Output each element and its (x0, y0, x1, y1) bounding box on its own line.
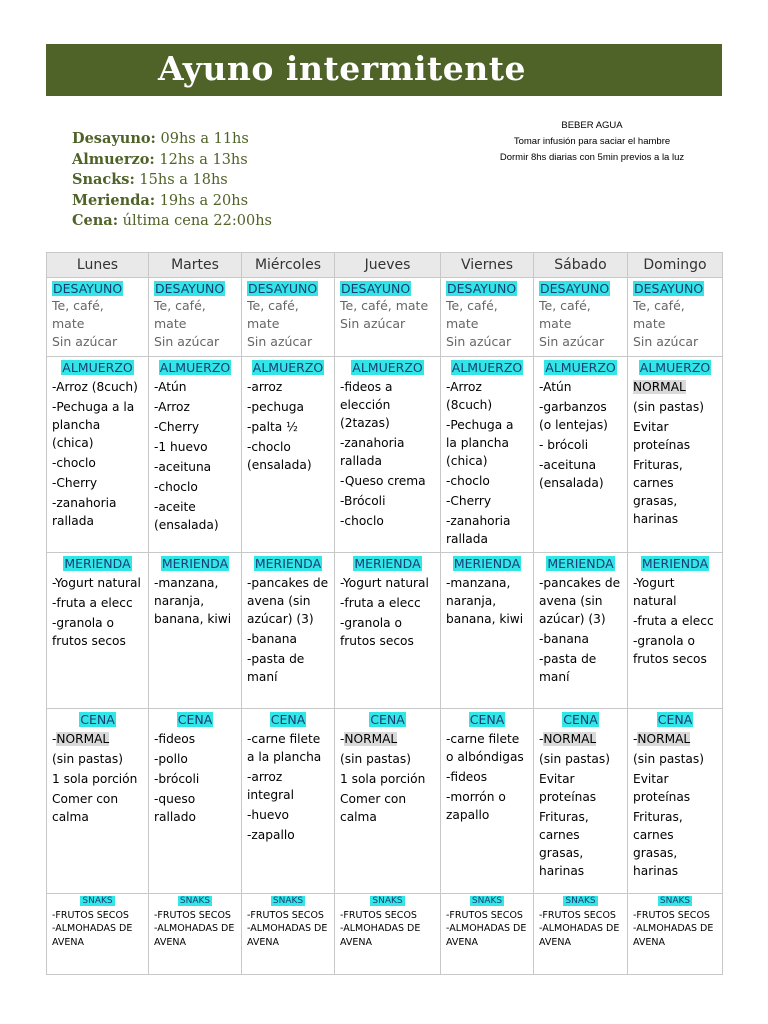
almuerzo-item: -Pechuga a la plancha (chica) (52, 400, 135, 451)
day-header: Viernes (441, 253, 534, 278)
cena-item: (sin pastas) (52, 752, 123, 767)
desayuno-item: Te, café, (154, 298, 206, 313)
meal-label-text: CENA (177, 712, 213, 728)
snaks-item: -ALMOHADAS DE AVENA (154, 923, 235, 948)
cena-item: -zapallo (247, 828, 295, 843)
cena-item: Evitar proteínas (539, 772, 597, 805)
desayuno-cell (534, 278, 628, 357)
meal-label (340, 556, 435, 572)
meal-label (247, 556, 329, 572)
cena-items (539, 730, 622, 880)
meal-label-text: ALMUERZO (639, 360, 711, 376)
meal-label (539, 895, 622, 907)
snaks-cell (149, 893, 242, 975)
almuerzo-item: -Arroz (8cuch) (446, 380, 493, 413)
merienda-item: -manzana, naranja, banana, kiwi (154, 575, 232, 626)
cena-item: -NORMAL (633, 732, 691, 747)
almuerzo-cell (534, 357, 628, 552)
cena-item: Frituras, carnes grasas, harinas (539, 810, 589, 879)
meal-label-text: CENA (563, 712, 598, 728)
meal-label (633, 895, 717, 907)
snaks-item: -ALMOHADAS DE AVENA (539, 923, 620, 948)
meal-label-text: DESAYUNO (341, 281, 411, 296)
merienda-cell (47, 552, 149, 709)
meal-label (340, 281, 435, 297)
schedule-row: Merienda: 19hs a 20hs (72, 191, 249, 209)
weekly-plan-table (46, 252, 723, 975)
meal-label (633, 712, 717, 728)
meal-label-text: ALMUERZO (252, 360, 324, 376)
almuerzo-item: -garbanzos (o lentejas) (539, 400, 608, 433)
cena-item: -pollo (154, 752, 188, 767)
merienda-item: -pancakes de avena (sin azúcar) (3) (539, 575, 621, 626)
cena-items (633, 730, 717, 880)
desayuno-cell (149, 278, 242, 357)
page-title: Ayuno intermitente (158, 49, 527, 88)
merienda-item: -banana (539, 631, 589, 646)
almuerzo-cell (47, 357, 149, 552)
almuerzo-items (539, 378, 622, 492)
cena-cell (534, 709, 628, 893)
almuerzo-item: -choclo (52, 456, 96, 471)
almuerzo-item: -Arroz (8cuch) (52, 380, 138, 395)
desayuno-item: Te, café, (52, 298, 104, 313)
cena-items (52, 730, 143, 826)
desayuno-item: Sin azúcar (446, 334, 512, 349)
cena-item: -fideos (154, 732, 196, 747)
almuerzo-item: -Pechuga a la plancha (chica) (446, 418, 514, 469)
snaks-item: -ALMOHADAS DE AVENA (340, 923, 421, 948)
meal-label-text: CENA (270, 712, 306, 728)
merienda-cell (441, 552, 534, 709)
merienda-item: -fruta a elecc (52, 595, 133, 610)
note-line: BEBER AGUA (561, 120, 623, 131)
almuerzo-cell (441, 357, 534, 552)
almuerzo-cell (628, 357, 723, 552)
normal-highlight: NORMAL (633, 380, 686, 395)
meal-label-text: DESAYUNO (540, 281, 610, 296)
meal-label (539, 281, 622, 297)
cena-item: -carne filete a la plancha (247, 732, 322, 765)
almuerzo-item: -Cherry (154, 420, 200, 435)
cena-items (446, 730, 528, 824)
desayuno-item: Te, café, (539, 298, 591, 313)
merienda-cell (242, 552, 335, 709)
almuerzo-item: -fideos a elección (2tazas) (340, 380, 393, 431)
cena-item: 1 sola porción (52, 772, 138, 787)
snaks-items (52, 909, 143, 950)
meal-label-text: SNAKS (372, 895, 403, 906)
snaks-cell (534, 893, 628, 975)
cena-item: -NORMAL (539, 732, 597, 747)
normal-highlight: NORMAL (344, 732, 398, 747)
meal-label (446, 712, 528, 728)
merienda-items (154, 574, 236, 628)
almuerzo-item: -Queso crema (340, 474, 426, 489)
meal-label-text: SNAKS (82, 895, 113, 906)
snaks-items (446, 909, 528, 950)
snaks-item: -FRUTOS SECOS (52, 909, 129, 921)
desayuno-items (633, 297, 717, 351)
almuerzo-item: -Cherry (52, 476, 98, 491)
meal-label-text: ALMUERZO (159, 360, 231, 376)
desayuno-items (340, 297, 435, 333)
meal-label-text: SNAKS (272, 895, 304, 906)
almuerzo-cell (242, 357, 335, 552)
almuerzo-item: (sin pastas) (633, 400, 704, 415)
desayuno-items (247, 297, 329, 351)
meal-label (247, 281, 329, 297)
almuerzo-cell (335, 357, 441, 552)
merienda-cell (335, 552, 441, 709)
merienda-items (52, 574, 143, 650)
day-header: Sábado (534, 253, 628, 278)
meal-label-text: CENA (469, 712, 505, 728)
meal-label-text: MERIENDA (254, 555, 322, 571)
merienda-items (539, 574, 622, 686)
snaks-cell (335, 893, 441, 975)
meal-schedule (72, 129, 402, 232)
desayuno-items (52, 297, 143, 351)
cena-item: Comer con calma (52, 792, 119, 825)
meal-label-text: DESAYUNO (53, 281, 123, 296)
desayuno-item: Sin azúcar (633, 334, 699, 349)
cena-cell (628, 709, 723, 893)
desayuno-cell (47, 278, 149, 357)
cena-item: -arroz integral (247, 770, 294, 803)
desayuno-item: mate (446, 316, 479, 331)
meal-label (340, 712, 435, 728)
merienda-item: -granola o frutos secos (340, 615, 414, 648)
almuerzo-item: Frituras, carnes grasas, harinas (633, 458, 683, 527)
schedule-row: Desayuno: 09hs a 11hs (72, 130, 249, 147)
meal-label-text: SNAKS (471, 895, 503, 906)
snaks-items (340, 909, 435, 950)
meal-label (340, 360, 435, 376)
cena-item: -brócoli (154, 772, 200, 787)
snaks-item: -FRUTOS SECOS (340, 909, 417, 921)
meal-label (52, 712, 143, 728)
day-header: Lunes (47, 253, 149, 278)
meal-label (539, 712, 622, 728)
desayuno-item: Sin azúcar (539, 334, 605, 349)
almuerzo-item: -zanahoria rallada (340, 436, 405, 469)
cena-cell (242, 709, 335, 893)
snaks-item: -FRUTOS SECOS (446, 909, 523, 921)
cena-item: -queso rallado (154, 792, 196, 825)
meal-label (247, 712, 329, 728)
note-line: Tomar infusión para saciar el hambre (513, 136, 671, 147)
snaks-items (247, 909, 329, 950)
cena-item: Comer con calma (340, 792, 407, 825)
meal-label-text: DESAYUNO (248, 281, 318, 296)
meal-label (633, 360, 717, 376)
meal-label (154, 556, 236, 572)
cena-item: Evitar proteínas (633, 772, 691, 805)
meal-label (633, 281, 717, 297)
snaks-item: -FRUTOS SECOS (154, 909, 231, 921)
almuerzo-item: -1 huevo (154, 440, 208, 455)
cena-items (247, 730, 329, 844)
normal-highlight: NORMAL (56, 732, 110, 747)
almuerzo-item: -aceituna (154, 460, 212, 475)
almuerzo-item: -choclo (154, 480, 198, 495)
almuerzo-item: -arroz (247, 380, 283, 395)
snaks-cell (628, 893, 723, 975)
meal-label (52, 360, 143, 376)
almuerzo-item: -aceite (ensalada) (154, 500, 219, 533)
cena-item: -NORMAL (340, 732, 398, 747)
meal-label-text: MERIENDA (453, 555, 521, 571)
meal-label-text: DESAYUNO (447, 281, 517, 296)
almuerzo-items (247, 378, 329, 474)
meal-label-text: ALMUERZO (352, 360, 423, 376)
cena-item: -NORMAL (52, 732, 110, 747)
meal-label-text: MERIENDA (354, 555, 421, 571)
desayuno-items (539, 297, 622, 351)
note-line: Dormir 8hs diarias con 5min previos a la luz (499, 152, 685, 163)
desayuno-item: Sin azúcar (340, 316, 406, 331)
cena-cell (47, 709, 149, 893)
desayuno-item: mate (154, 316, 187, 331)
desayuno-cell (441, 278, 534, 357)
cena-item: Frituras, carnes grasas, harinas (633, 810, 683, 879)
desayuno-item: mate (247, 316, 280, 331)
meal-label-text: MERIENDA (161, 555, 229, 571)
almuerzo-item: -Cherry (446, 494, 492, 509)
cena-cell (335, 709, 441, 893)
meal-label-text: CENA (80, 712, 115, 728)
cena-items (340, 730, 435, 826)
schedule-row: Cena: última cena 22:00hs (72, 212, 272, 229)
merienda-item: -Yogurt natural (633, 575, 677, 608)
merienda-cell (628, 552, 723, 709)
meal-label (340, 895, 435, 907)
snaks-item: -FRUTOS SECOS (633, 909, 710, 921)
snaks-item: -FRUTOS SECOS (247, 909, 324, 921)
almuerzo-item: -Brócoli (340, 494, 386, 509)
almuerzo-item: -aceituna (ensalada) (539, 458, 604, 491)
merienda-item: -fruta a elecc (633, 613, 714, 628)
meal-label (247, 360, 329, 376)
meal-label-text: DESAYUNO (634, 281, 704, 296)
meal-label (633, 556, 717, 572)
notes-block (470, 118, 714, 166)
title-banner (46, 44, 722, 96)
merienda-item: -fruta a elecc (340, 595, 421, 610)
desayuno-item: Te, café, mate (340, 298, 429, 313)
almuerzo-item: -pechuga (247, 400, 304, 415)
meal-label-text: ALMUERZO (545, 360, 616, 376)
almuerzo-item: -choclo (446, 474, 490, 489)
normal-highlight: NORMAL (543, 732, 597, 747)
meal-label-text: ALMUERZO (62, 360, 133, 376)
desayuno-item: Te, café, (446, 298, 498, 313)
desayuno-item: Te, café, (247, 298, 299, 313)
merienda-item: -banana (247, 631, 297, 646)
almuerzo-item: -Arroz (154, 400, 190, 415)
meal-label (154, 281, 236, 297)
merienda-item: -granola o frutos secos (633, 633, 707, 666)
day-header: Martes (149, 253, 242, 278)
desayuno-cell (335, 278, 441, 357)
meal-label-text: DESAYUNO (155, 281, 225, 296)
desayuno-item: Sin azúcar (52, 334, 118, 349)
meal-label (446, 281, 528, 297)
desayuno-items (154, 297, 236, 351)
almuerzo-cell (149, 357, 242, 552)
snaks-item: -ALMOHADAS DE AVENA (247, 923, 328, 948)
almuerzo-items (340, 378, 435, 530)
snaks-cell (242, 893, 335, 975)
desayuno-cell (242, 278, 335, 357)
almuerzo-items (52, 378, 143, 530)
desayuno-cell (628, 278, 723, 357)
meal-label (52, 556, 143, 572)
cena-cell (441, 709, 534, 893)
almuerzo-item: -Atún (539, 380, 572, 395)
cena-item: -fideos (446, 770, 488, 785)
almuerzo-item: -zanahoria rallada (52, 496, 117, 529)
meal-label-text: CENA (657, 712, 693, 728)
schedule-row: Snacks: 15hs a 18hs (72, 171, 228, 188)
meal-label (52, 895, 143, 907)
merienda-items (446, 574, 528, 628)
desayuno-item: mate (633, 316, 666, 331)
day-header: Domingo (628, 253, 723, 278)
merienda-items (633, 574, 717, 668)
meal-label-text: ALMUERZO (451, 360, 523, 376)
cena-item: (sin pastas) (633, 752, 704, 767)
meal-label (539, 556, 622, 572)
desayuno-item: mate (52, 316, 85, 331)
meal-label (154, 360, 236, 376)
almuerzo-item: -choclo (ensalada) (247, 440, 312, 473)
snaks-cell (47, 893, 149, 975)
meal-label-text: SNAKS (565, 895, 596, 906)
cena-item: -morrón o zapallo (446, 790, 506, 823)
almuerzo-item: - brócoli (539, 438, 589, 453)
merienda-item: -manzana, naranja, banana, kiwi (446, 575, 524, 626)
merienda-item: -pancakes de avena (sin azúcar) (3) (247, 575, 329, 626)
meal-label (539, 360, 622, 376)
meal-label-text: MERIENDA (64, 555, 131, 571)
meal-label-text: SNAKS (659, 895, 691, 906)
desayuno-items (446, 297, 528, 351)
meal-label (446, 895, 528, 907)
day-header: Jueves (335, 253, 441, 278)
cena-item: (sin pastas) (340, 752, 411, 767)
schedule-row: Almuerzo: 12hs a 13hs (72, 150, 248, 168)
meal-label (154, 712, 236, 728)
cena-item: -carne filete o albóndigas (446, 732, 524, 765)
almuerzo-items (633, 378, 717, 528)
desayuno-item: Te, café, (633, 298, 685, 313)
merienda-cell (534, 552, 628, 709)
merienda-item: -pasta de maní (539, 651, 597, 684)
merienda-items (247, 574, 329, 686)
merienda-cell (149, 552, 242, 709)
cena-item: -huevo (247, 808, 290, 823)
cena-item: 1 sola porción (340, 772, 426, 787)
snaks-item: -ALMOHADAS DE AVENA (633, 923, 714, 948)
cena-items (154, 730, 236, 826)
merienda-items (340, 574, 435, 650)
normal-highlight: NORMAL (637, 732, 691, 747)
almuerzo-item: -Atún (154, 380, 187, 395)
desayuno-item: mate (539, 316, 572, 331)
merienda-item: -granola o frutos secos (52, 615, 126, 648)
meal-label-text: CENA (370, 712, 405, 728)
almuerzo-item: -choclo (340, 514, 384, 529)
desayuno-item: Sin azúcar (154, 334, 220, 349)
almuerzo-item (633, 378, 717, 396)
snaks-cell (441, 893, 534, 975)
almuerzo-item: Evitar proteínas (633, 420, 691, 453)
almuerzo-items (154, 378, 236, 534)
meal-label (52, 281, 143, 297)
merienda-item: -pasta de maní (247, 651, 305, 684)
meal-label-text: MERIENDA (547, 555, 614, 571)
almuerzo-item: -palta ½ (247, 420, 298, 435)
meal-label (247, 895, 329, 907)
meal-label (154, 895, 236, 907)
cena-cell (149, 709, 242, 893)
meal-label-text: SNAKS (179, 895, 211, 906)
snaks-item: -FRUTOS SECOS (539, 909, 616, 921)
day-header: Miércoles (242, 253, 335, 278)
snaks-item: -ALMOHADAS DE AVENA (446, 923, 527, 948)
meal-label-text: MERIENDA (641, 555, 709, 571)
cena-item: (sin pastas) (539, 752, 610, 767)
meal-label (446, 556, 528, 572)
snaks-items (633, 909, 717, 950)
meal-label (446, 360, 528, 376)
snaks-item: -ALMOHADAS DE AVENA (52, 923, 133, 948)
almuerzo-item: -zanahoria rallada (446, 514, 511, 547)
desayuno-item: Sin azúcar (247, 334, 313, 349)
merienda-item: -Yogurt natural (340, 575, 429, 590)
merienda-item: -Yogurt natural (52, 575, 141, 590)
almuerzo-items (446, 378, 528, 548)
snaks-items (154, 909, 236, 950)
snaks-items (539, 909, 622, 950)
